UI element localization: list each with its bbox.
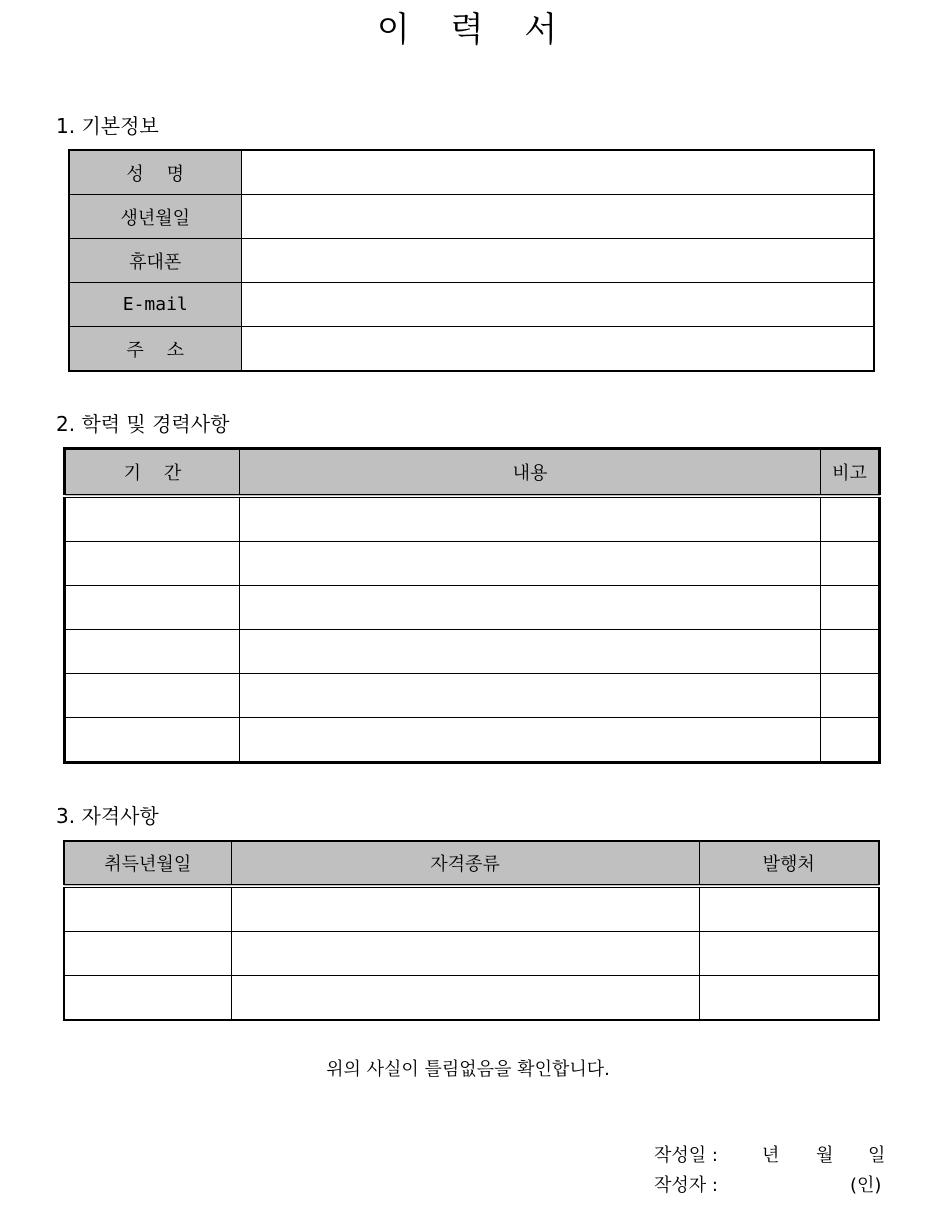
table-row	[69, 327, 874, 372]
table-row	[65, 496, 880, 542]
table-row	[64, 932, 879, 976]
address-label: 주 소	[69, 327, 241, 372]
period-cell[interactable]	[65, 496, 240, 542]
acquired-date-cell[interactable]	[64, 976, 231, 1021]
period-cell[interactable]	[65, 586, 240, 630]
remarks-cell[interactable]	[821, 630, 880, 674]
period-cell[interactable]	[65, 718, 240, 763]
table-header-row	[64, 841, 879, 886]
email-label: E-mail	[69, 283, 241, 327]
content-cell[interactable]	[240, 586, 821, 630]
table-row	[65, 586, 880, 630]
phone-field[interactable]	[241, 239, 874, 283]
period-cell[interactable]	[65, 630, 240, 674]
table-row	[65, 542, 880, 586]
confirmation-text: 위의 사실이 틀림없음을 확인합니다.	[326, 1059, 610, 1080]
name-label: 성 명	[69, 150, 241, 195]
month-label: 월	[816, 1145, 834, 1166]
issuer-cell[interactable]	[699, 932, 879, 976]
day-label: 일	[868, 1145, 886, 1166]
cert-type-cell[interactable]	[231, 932, 699, 976]
remarks-cell[interactable]	[821, 496, 880, 542]
acquired-date-cell[interactable]	[64, 932, 231, 976]
birthdate-field[interactable]	[241, 195, 874, 239]
date-line	[654, 1144, 886, 1168]
cert-type-cell[interactable]	[231, 976, 699, 1021]
date-label: 작성일 :	[654, 1145, 718, 1166]
content-cell[interactable]	[240, 718, 821, 763]
remarks-header: 비고	[821, 449, 880, 497]
issuer-cell[interactable]	[699, 976, 879, 1021]
table-row	[65, 674, 880, 718]
author-label: 작성자 :	[654, 1175, 718, 1196]
issuer-cell[interactable]	[699, 886, 879, 932]
content-cell[interactable]	[240, 630, 821, 674]
section-heading-cert: 3. 자격사항	[56, 804, 159, 828]
period-header: 기 간	[65, 449, 240, 497]
issuer-header: 발행처	[699, 841, 879, 886]
certification-table	[63, 840, 880, 1021]
remarks-cell[interactable]	[821, 674, 880, 718]
document-title: 이 력 서	[376, 10, 560, 50]
table-row	[69, 195, 874, 239]
career-table	[63, 447, 881, 764]
birthdate-label: 생년월일	[69, 195, 241, 239]
section-heading-career: 2. 학력 및 경력사항	[56, 412, 230, 436]
content-cell[interactable]	[240, 542, 821, 586]
email-field[interactable]	[241, 283, 874, 327]
table-row	[69, 150, 874, 195]
remarks-cell[interactable]	[821, 586, 880, 630]
table-row	[64, 976, 879, 1021]
table-header-row	[65, 449, 880, 497]
name-field[interactable]	[241, 150, 874, 195]
year-label: 년	[762, 1145, 780, 1166]
table-row	[65, 630, 880, 674]
remarks-cell[interactable]	[821, 718, 880, 763]
content-header: 내용	[240, 449, 821, 497]
address-field[interactable]	[241, 327, 874, 372]
period-cell[interactable]	[65, 542, 240, 586]
content-cell[interactable]	[240, 496, 821, 542]
table-row	[69, 239, 874, 283]
basic-info-table	[68, 149, 875, 372]
cert-type-cell[interactable]	[231, 886, 699, 932]
acquired-date-cell[interactable]	[64, 886, 231, 932]
remarks-cell[interactable]	[821, 542, 880, 586]
cert-type-header: 자격종류	[231, 841, 699, 886]
phone-label: 휴대폰	[69, 239, 241, 283]
table-row	[69, 283, 874, 327]
author-line	[654, 1174, 882, 1198]
seal-label: (인)	[850, 1175, 882, 1196]
section-heading-basic: 1. 기본정보	[56, 114, 159, 138]
period-cell[interactable]	[65, 674, 240, 718]
acquired-date-header: 취득년월일	[64, 841, 231, 886]
content-cell[interactable]	[240, 674, 821, 718]
table-row	[64, 886, 879, 932]
table-row	[65, 718, 880, 763]
